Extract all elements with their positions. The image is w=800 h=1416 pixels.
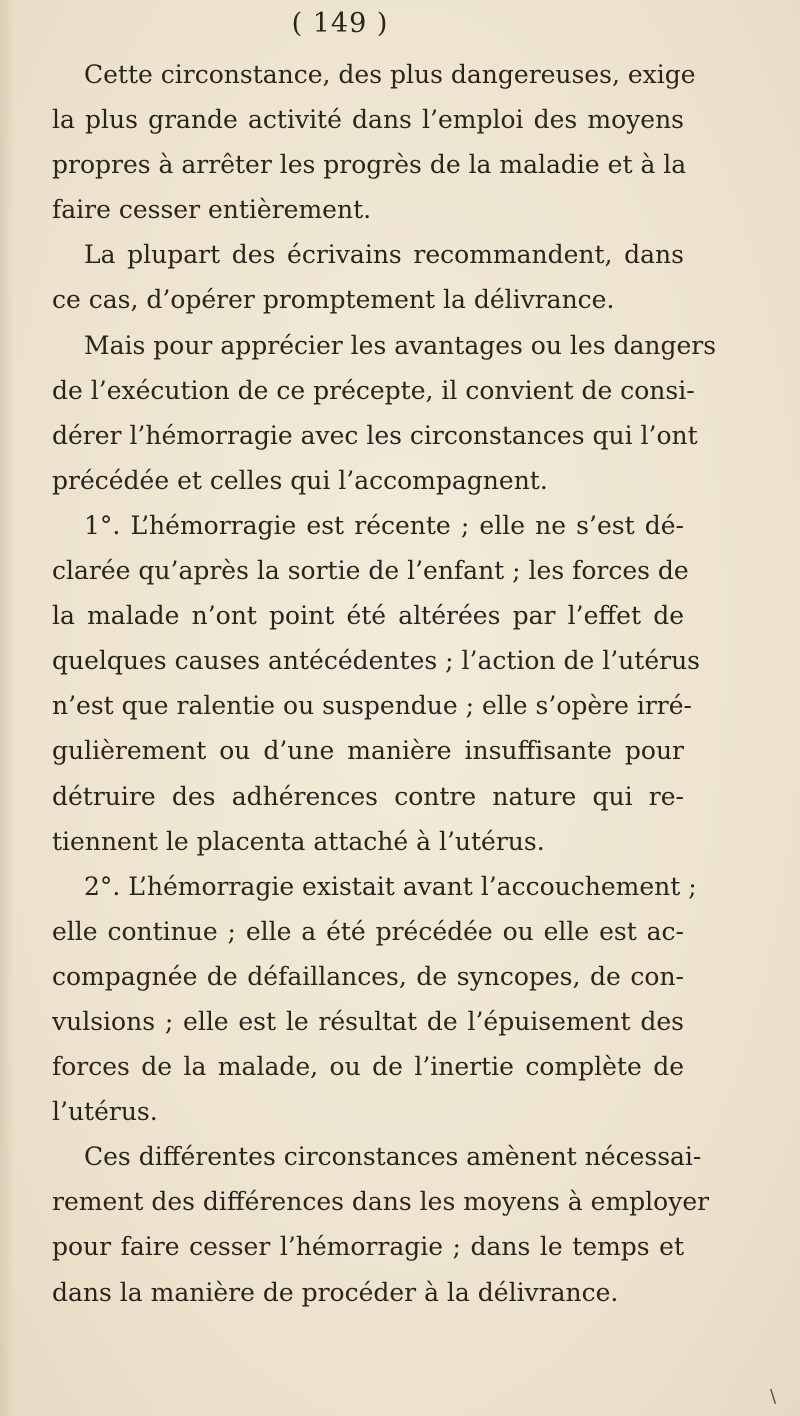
text-line: précédée et celles qui l’accompagnent. — [52, 465, 548, 495]
text-line: clarée qu’après la sortie de l’enfant ; les forces de — [52, 556, 689, 586]
text-line: quelques causes antécédentes ; l’action de l’utérus — [52, 646, 701, 676]
text-line: n’est que ralentie ou suspendue ; elle s’opère irré- — [52, 691, 693, 721]
text-line: l’utérus. — [52, 1097, 158, 1127]
text-line: tiennent le placenta attaché à l’utérus. — [52, 826, 545, 856]
text-line: 1°. L’hémorragie est récente ; elle ne s’est dé- — [84, 510, 684, 540]
text-line: forces de la malade, ou de l’inertie complète de — [52, 1052, 684, 1082]
paragraph — [52, 232, 684, 322]
text-line: la malade n’ont point été altérées par l’effet de — [52, 601, 684, 631]
text-line: ce cas, d’opérer promptement la délivrance. — [52, 285, 615, 315]
text-line: de l’exécution de ce précepte, il convient de consi- — [52, 375, 695, 405]
text-line: Ces différentes circonstances amènent nécessai- — [84, 1142, 702, 1172]
paragraph — [52, 1134, 710, 1314]
binding-shadow — [0, 0, 14, 1416]
text-line: pour faire cesser l’hémorragie ; dans le temps et — [52, 1232, 684, 1262]
paragraph — [52, 503, 701, 864]
text-line: dans la manière de procéder à la délivrance. — [52, 1277, 619, 1307]
page-number: ( 149 ) — [291, 8, 389, 39]
text-line: faire cesser entièrement. — [52, 195, 372, 225]
text-line: compagnée de défaillances, de syncopes, de con- — [52, 961, 684, 991]
margin-mark: \ — [770, 1386, 777, 1407]
text-line: Mais pour apprécier les avantages ou les dangers — [84, 330, 717, 360]
paragraph — [52, 323, 717, 503]
text-line: rement des différences dans les moyens à employer — [52, 1187, 710, 1217]
text-line: Cette circonstance, des plus dangereuses, exige — [84, 60, 696, 89]
body-text — [52, 52, 717, 1315]
text-line: détruire des adhérences contre nature qui re- — [52, 781, 684, 811]
text-line: dérer l’hémorragie avec les circonstances qui l’ont — [52, 420, 698, 450]
text-line: gulièrement ou d’une manière insuffisante pour — [52, 736, 684, 766]
paragraph — [52, 52, 696, 232]
text-line: vulsions ; elle est le résultat de l’épuisement des — [52, 1006, 684, 1036]
text-line: elle continue ; elle a été précédée ou elle est ac- — [52, 916, 684, 946]
text-line: propres à arrêter les progrès de la maladie et à la — [52, 150, 687, 180]
text-line: 2°. L’hémorragie existait avant l’accouchement ; — [84, 871, 697, 901]
text-line: la plus grande activité dans l’emploi des moyens — [52, 105, 684, 135]
text-line: La plupart des écrivains recommandent, dans — [84, 240, 684, 270]
paragraph — [52, 864, 697, 1135]
